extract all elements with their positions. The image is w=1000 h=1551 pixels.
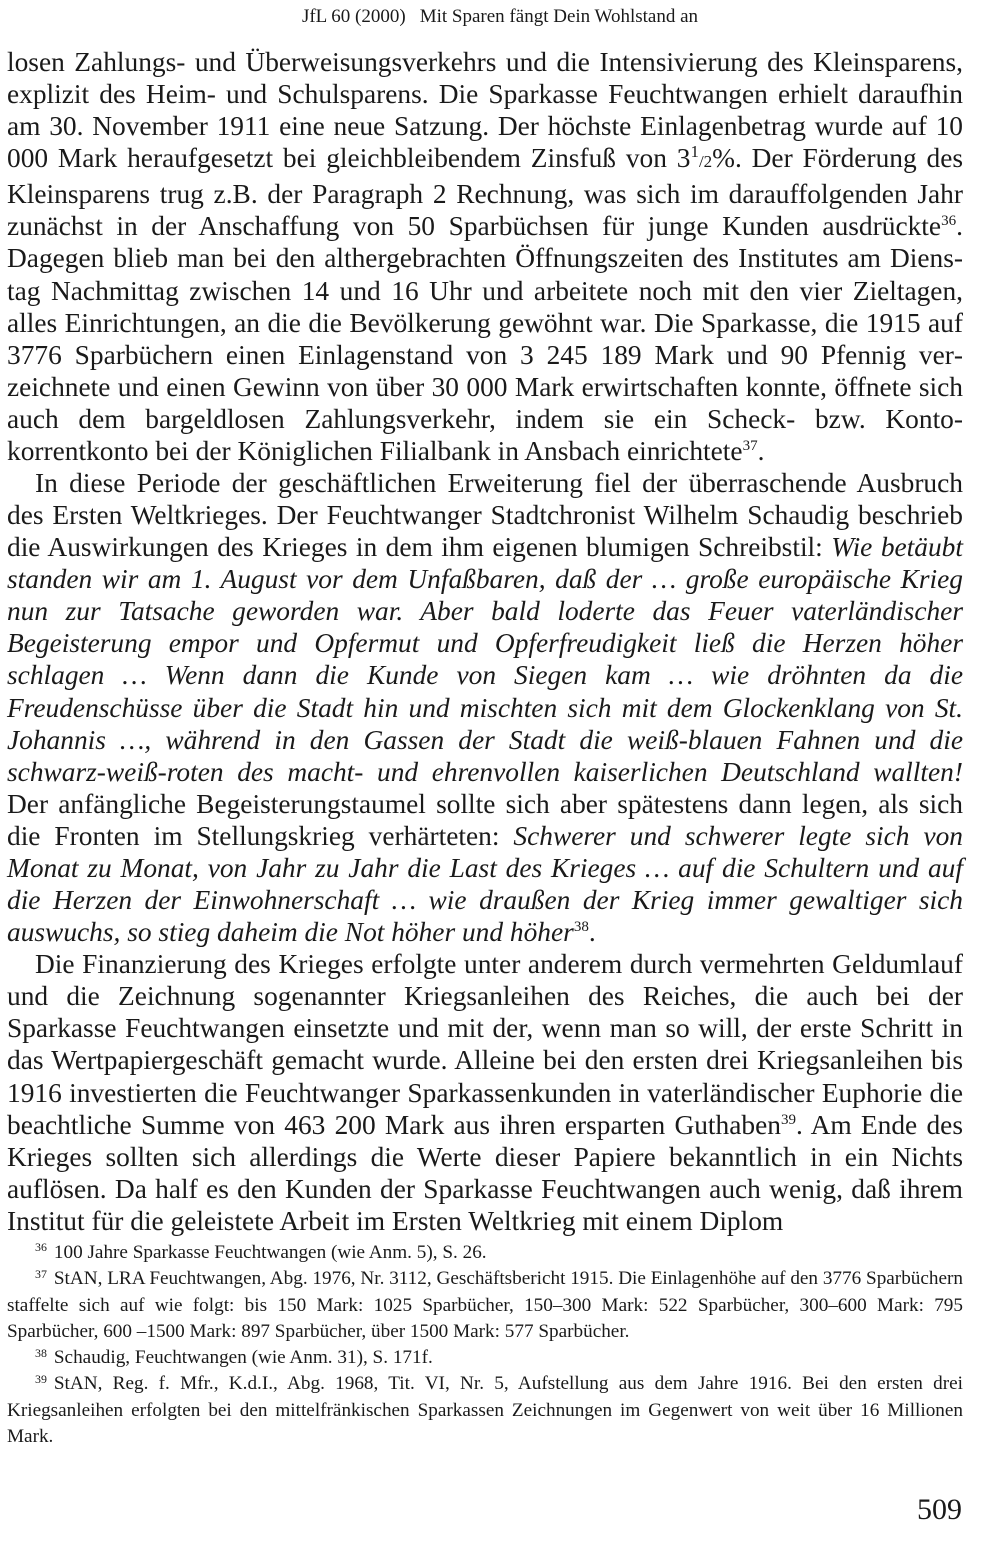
footnote-37: $^{37}$ StAN, LRA Feuchtwangen, Abg. 1976, Nr. 3112, Geschäftsbericht 1915. Die Einlagenhöhe auf den 3776 Sparbüchern staffelte sich auf wie folgt: bis 150 Mark: 1025 Sparbücher, 150–300 Mark: 522 Sparbücher, 300–600 Mark: 795 Sparbücher, 600 –1500 Mark: 897 Sparbücher, über 1500 Mark: 577 Sparbücher. — [7, 1266, 963, 1342]
quote-schaudig-2: Schwerer und schwerer legte sich von Monat zu Monat, von Jahr zu Jahr die Last des Krieges … auf die Schultern und auf die Herzen der Einwohnerschaft … wie draußen der Krieg immer gewaltiger sich auswuchs, so stieg daheim die Not höher und höher — [7, 820, 964, 948]
footnote-38: $^{38}$ Schaudig, Feuchtwangen (wie Anm. 31), S. 171f. — [35, 1345, 433, 1369]
paragraph-2: In diese Periode der geschäftlichen Erweiterung fiel der überraschende Ausbruch des Ersten Weltkrieges. Der Feuchtwanger Stadtchronist Wilhelm Schaudig beschrieb die Auswirkungen des Krieges in dem ihm eigenen blumigen Schreibstil: Wie betäubt standen wir am 1. August vor dem Unfaßbaren, daß der … große europäische Krieg nun zur Tatsache geworden war. Aber bald loderte das Feuer vaterländischer Begeisterung empor und Opfermut und Opferfreudigkeit ließ die Herzen höher schlagen … Wenn dann die Kunde von Siegen kam … wie dröhnten da die Freudenschüsse über die Stadt hin und mischten sich mit dem Glockenklang von St. Johannis …, während in den Gassen der Stadt die weiß-blauen Fahnen und die schwarz-weiß-roten des macht- und ehrenvollen kaiserlichen Deutschland wallten! Der anfängliche Begeisterungstaumel sollte sich aber spätestens dann legen, als sich die Fronten im Stellungskrieg verhärteten: Schwerer und schwerer legte sich von Monat zu Monat, von Jahr zu Jahr die Last des Krieges … auf die Schultern und auf die Herzen der Einwohnerschaft … wie draußen der Krieg immer gewaltiger sich auswuchs, so stieg daheim die Not höher und höher$^{38}$. — [7, 468, 964, 948]
running-header — [0, 4, 1000, 30]
quote-schaudig-1: Wie betäubt standen wir am 1. August vor dem Unfaßbaren, daß der … große europäische Krieg nun zur Tatsache geworden war. Aber bald loderte das Feuer vaterländischer Begeisterung empor und Opfermut und Opferfreudigkeit ließ die Herzen höher schlagen … Wenn dann die Kunde von Siegen kam … wie dröhnten da die Freudenschüsse über die Stadt hin und mischten sich mit dem Glockenklang von St. Johannis …, während in den Gassen der Stadt die weiß-blauen Fahnen und die schwarz-weiß-roten des macht- und ehrenvollen kaiserlichen Deutschland wallten! — [7, 532, 963, 787]
footnotes — [7, 1240, 963, 1450]
paragraph-1: losen Zahlungs- und Überweisungsverkehrs und die Intensivierung des Kleinsparens, explizit des Heim- und Schulsparens. Die Sparkasse Feuchtwangen erhielt daraufhin am 30. November 1911 eine neue Satzung. Der höchste Einlagenbetrag wurde auf 10 000 Mark heraufgesetzt bei gleichbleibendem Zinsfuß von $3^1/2\%$. Der Förderung des Kleinsparens trug z.B. der Paragraph 2 Rechnung, was sich im darauffolgenden Jahr zunächst in der Anschaffung von 50 Sparbüchsen für junge Kunden ausdrückte$^{36}$. Dagegen blieb man bei den althergebrachten Öffnungszeiten des Institutes am Dienstag Nachmittag zwischen 14 und 16 Uhr und arbeitete noch mit den vier Zieltagen, alles Einrichtungen, an die die Bevölkerung gewöhnt war. Die Sparkasse, die 1915 auf 3776 Sparbüchern einen Einlagenstand von 3 245 189 Mark und 90 Pfennig verzeichnete und einen Gewinn von über 30 000 Mark erwirtschaften konnte, öffnete sich auch dem bargeldlosen Zahlungsverkehr, indem sie ein Scheck- bzw. Kontokorrentkonto bei der Königlichen Filialbank in Ansbach einrichtete$^{37}$. — [7, 47, 964, 466]
article-title: Mit Sparen fängt Dein Wohlstand an — [419, 6, 699, 27]
footnote-ref-38[interactable]: 38 — [573, 919, 589, 936]
paragraph-3: Die Finanzierung des Krieges erfolgte unter anderem durch vermehrten Geldumlauf und die Zeichnung sogenannter Kriegsanleihen des Reiches, die auch bei der Sparkasse Feuchtwangen einsetzte und mit der, wenn man so will, der erste Schritt in das Wertpapiergeschäft gemacht wurde. Alleine bei den ersten drei Kriegsanleihen bis 1916 investierten die Feuchtwanger Sparkassenkunden in vaterländischer Euphorie die beachtliche Summe von 463 200 Mark aus ihren ersparten Guthaben$^{39}$. Am Ende des Krieges sollten sich allerdings die Werte dieser Papiere bekanntlich in ein Nichts auflösen. Da half es den Kunden der Sparkasse Feuchtwangen auch wenig, daß ihrem Institut für die geleistete Arbeit im Ersten Weltkrieg mit einem Diplom — [7, 949, 963, 1236]
footnote-ref-39[interactable]: 39 — [780, 1111, 796, 1128]
page-number: 509 — [917, 1493, 962, 1526]
footnote-39: $^{39}$ StAN, Reg. f. Mfr., K.d.I., Abg. 1968, Tit. VI, Nr. 5, Aufstellung aus dem Jahre 1916. Bei den ersten drei Kriegsanleihen erfolgten bei den mittelfränkischen Sparkassen Zeichnungen im Gegenwert von weit über 16 Millionen Mark. — [7, 1371, 963, 1448]
fraction: $^1$/2 — [690, 142, 713, 172]
footnote-36: $^{36}$ 100 Jahre Sparkasse Feuchtwangen (wie Anm. 5), S. 26. — [35, 1240, 487, 1263]
journal-citation: JfL 60 (2000) — [301, 6, 406, 27]
footnote-ref-36[interactable]: 36 — [941, 213, 957, 230]
footnote-ref-37[interactable]: 37 — [742, 438, 758, 455]
body-text — [7, 46, 963, 1237]
